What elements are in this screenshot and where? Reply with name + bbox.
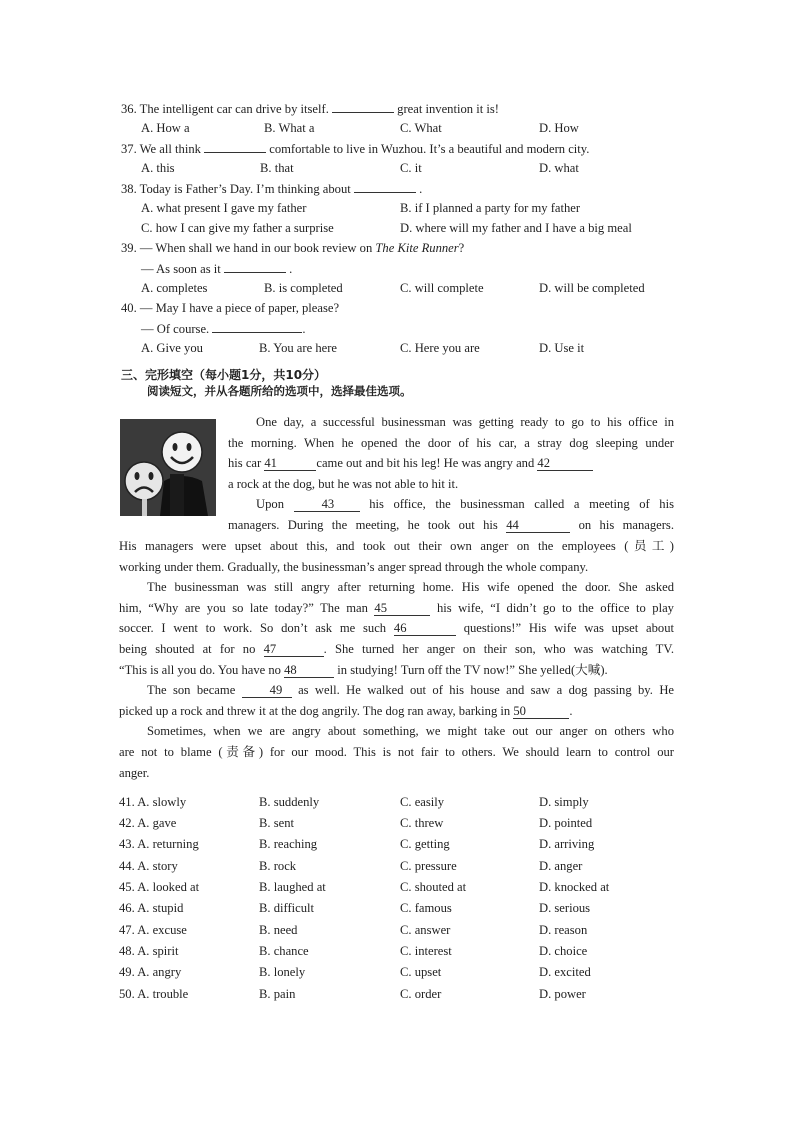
option-39-a[interactable]: A. completes [141,281,208,295]
cloze-44-c[interactable]: C. pressure [400,859,457,873]
cloze-50-d[interactable]: D. power [539,987,586,1001]
option-37-d[interactable]: D. what [539,161,579,175]
passage-line: One day, a successful businessman was getting ready to go to his office in [256,415,674,429]
passage-line: Sometimes, when we are angry about something, we might take out our anger on others who [147,724,674,739]
cloze-46-c[interactable]: C. famous [400,901,452,915]
cloze-43-b[interactable]: B. reaching [259,837,318,851]
answer-blank[interactable] [204,140,266,153]
cloze-44-a[interactable]: 44. A. story [119,859,178,873]
cloze-41-b[interactable]: B. suddenly [259,795,320,809]
passage-narrow [228,412,674,536]
cloze-41-c[interactable]: C. easily [400,795,445,809]
masks-illustration [120,419,216,516]
cloze-43-d[interactable]: D. arriving [539,837,595,851]
cloze-42-c[interactable]: C. threw [400,816,444,830]
cloze-blank-44[interactable]: 44 [506,519,570,533]
option-36-b[interactable]: B. What a [264,121,315,135]
passage-wide [119,536,674,783]
section-title: 三、完形填空（每小题1分，共10分） [121,368,327,382]
question-39-reply: — As soon as it . [141,262,293,276]
passage-line: picked up a rock and threw it at the dog angrily. The dog ran away, barking in 50 . [119,703,573,718]
passage-line: being shouted at for no 47 . She turned her anger on their son, who was watching TV. [119,641,674,656]
passage-line: a rock at the dog, but he was not able to hit it. [228,476,459,491]
cloze-blank-48[interactable]: 48 [284,664,334,678]
cloze-47-b[interactable]: B. need [259,923,298,937]
answer-blank[interactable] [224,260,286,273]
option-40-a[interactable]: A. Give you [141,341,203,355]
question-40-stem: 40. — May I have a piece of paper, please? [121,301,340,315]
cloze-50-b[interactable]: B. pain [259,987,296,1001]
passage-line: working under them. Gradually, the businessman’s anger spread through the whole company. [119,559,589,574]
cloze-blank-43[interactable]: 43 [294,498,360,512]
option-36-c[interactable]: C. What [400,121,442,135]
passage-line: the morning. When he opened the door of his car, a stray dog sleeping under [228,435,674,450]
cloze-50-c[interactable]: C. order [400,987,442,1001]
cloze-48-d[interactable]: D. choice [539,944,588,958]
cloze-41-a[interactable]: 41. A. slowly [119,795,187,809]
cloze-45-d[interactable]: D. knocked at [539,880,610,894]
option-37-b[interactable]: B. that [260,161,294,175]
answer-blank[interactable] [332,100,394,113]
question-37-stem: 37. We all think comfortable to live in Wuzhou. It’s a beautiful and modern city. [121,142,590,156]
cloze-47-a[interactable]: 47. A. excuse [119,923,187,937]
option-36-a[interactable]: A. How a [141,121,190,135]
passage-line: him, “Why are you so late today?” The man 45 his wife, “I didn’t go to the office to play [119,600,674,615]
option-39-c[interactable]: C. will complete [400,281,484,295]
option-39-b[interactable]: B. is completed [264,281,343,295]
cloze-49-a[interactable]: 49. A. angry [119,965,182,979]
option-36-d[interactable]: D. How [539,121,579,135]
cloze-47-c[interactable]: C. answer [400,923,451,937]
cloze-47-d[interactable]: D. reason [539,923,588,937]
book-title: The Kite Runner [375,241,459,255]
cloze-43-a[interactable]: 43. A. returning [119,837,199,851]
cloze-46-b[interactable]: B. difficult [259,901,315,915]
cloze-42-b[interactable]: B. sent [259,816,294,830]
cloze-blank-47[interactable]: 47 [264,643,324,657]
cloze-blank-41[interactable]: 41 [264,457,316,471]
passage-line: “This is all you do. You have no 48 in studying! Turn off the TV now!” She yelled(大喊). [119,662,608,677]
cloze-45-b[interactable]: B. laughed at [259,880,326,894]
cloze-blank-42[interactable]: 42 [537,457,593,471]
cloze-blank-45[interactable]: 45 [374,602,430,616]
option-40-b[interactable]: B. You are here [259,341,337,355]
option-38-c[interactable]: C. how I can give my father a surprise [141,221,334,235]
option-40-d[interactable]: D. Use it [539,341,585,355]
cloze-48-a[interactable]: 48. A. spirit [119,944,179,958]
cloze-49-c[interactable]: C. upset [400,965,442,979]
section-instruction: 阅读短文，并从各题所给的选项中，选择最佳选项。 [147,384,412,398]
cloze-49-b[interactable]: B. lonely [259,965,306,979]
question-36-stem: 36. The intelligent car can drive by itself. great invention it is! [121,102,499,116]
passage-line: anger. [119,765,150,780]
cloze-blank-49[interactable]: 49 [242,684,292,698]
answer-blank[interactable] [212,320,302,333]
option-38-b[interactable]: B. if I planned a party for my father [400,201,581,215]
cloze-46-a[interactable]: 46. A. stupid [119,901,184,915]
masks-svg [120,419,216,516]
passage-line: soccer. I went to work. So don’t ask me such 46 questions!” His wife was upset about [119,621,675,636]
option-37-a[interactable]: A. this [141,161,175,175]
cloze-48-b[interactable]: B. chance [259,944,309,958]
cloze-49-d[interactable]: D. excited [539,965,591,979]
cloze-45-a[interactable]: 45. A. looked at [119,880,200,894]
cloze-42-d[interactable]: D. pointed [539,816,593,830]
passage-line: The businessman was still angry after returning home. His wife opened the door. She asked [147,580,674,595]
option-37-c[interactable]: C. it [400,161,422,175]
option-38-d[interactable]: D. where will my father and I have a big meal [400,221,632,235]
cloze-48-c[interactable]: C. interest [400,944,452,958]
passage-line: his car 41 came out and bit his leg! He was angry and 42 [228,453,674,474]
passage-line: managers. During the meeting, he took out his 44 on his managers. [228,517,674,532]
cloze-44-b[interactable]: B. rock [259,859,297,873]
cloze-42-a[interactable]: 42. A. gave [119,816,177,830]
question-40-reply: — Of course. . [141,322,306,336]
question-38-stem: 38. Today is Father’s Day. I’m thinking about . [121,182,423,196]
option-39-d[interactable]: D. will be completed [539,281,645,295]
cloze-43-c[interactable]: C. getting [400,837,450,851]
passage-line: are not to blame (责备) for our mood. This is not fair to others. We should learn to control our [119,744,674,759]
cloze-46-d[interactable]: D. serious [539,901,591,915]
cloze-blank-50[interactable]: 50 [513,705,569,719]
cloze-45-c[interactable]: C. shouted at [400,880,467,894]
cloze-44-d[interactable]: D. anger [539,859,583,873]
passage-line: The son became 49 as well. He walked out of his house and saw a dog passing by. He [147,683,674,698]
cloze-50-a[interactable]: 50. A. trouble [119,987,189,1001]
passage-line: His managers were upset about this, and took out their own anger on the employees (员工) [119,539,674,553]
option-38-a[interactable]: A. what present I gave my father [141,201,307,215]
cloze-41-d[interactable]: D. simply [539,795,589,809]
passage-line: Upon 43 his office, the businessman called a meeting of his [256,497,675,512]
answer-blank[interactable] [354,180,416,193]
question-39-stem: 39. — When shall we hand in our book review on The Kite Runner? [121,241,465,255]
option-40-c[interactable]: C. Here you are [400,341,480,355]
cloze-blank-46[interactable]: 46 [394,622,456,636]
